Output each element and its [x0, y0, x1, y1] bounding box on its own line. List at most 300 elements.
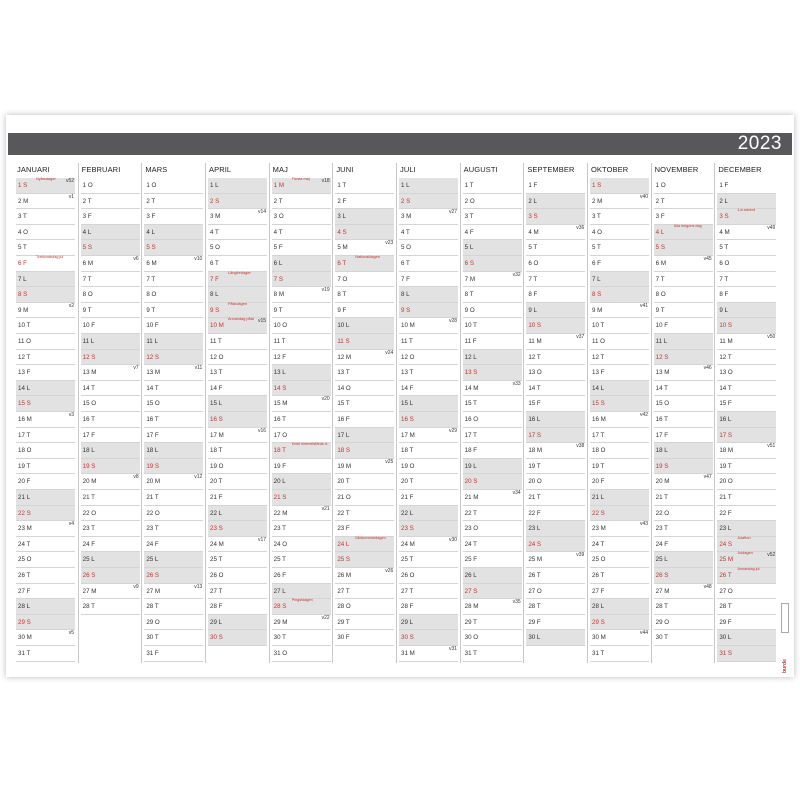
day-cell[interactable] [654, 615, 713, 631]
day-cell[interactable] [590, 225, 649, 241]
day-cell[interactable] [335, 552, 394, 568]
day-cell[interactable] [81, 334, 140, 350]
day-cell[interactable] [144, 365, 203, 381]
day-cell[interactable] [335, 240, 394, 256]
day-cell[interactable] [144, 584, 203, 600]
day-cell[interactable] [272, 256, 331, 272]
day-cell[interactable] [717, 303, 776, 319]
day-cell[interactable] [399, 428, 458, 444]
day-cell[interactable] [81, 194, 140, 210]
day-cell[interactable] [208, 272, 267, 288]
day-cell[interactable] [654, 537, 713, 553]
day-cell[interactable] [590, 350, 649, 366]
day-cell[interactable] [208, 240, 267, 256]
day-cell[interactable] [81, 178, 140, 194]
day-cell[interactable] [16, 615, 75, 631]
day-cell[interactable] [717, 256, 776, 272]
day-cell[interactable] [81, 412, 140, 428]
day-cell[interactable] [590, 209, 649, 225]
day-cell[interactable] [526, 272, 585, 288]
day-cell[interactable] [208, 178, 267, 194]
day-cell[interactable] [272, 225, 331, 241]
day-cell[interactable] [590, 318, 649, 334]
day-cell[interactable] [81, 350, 140, 366]
day-cell[interactable] [399, 506, 458, 522]
day-cell[interactable] [208, 209, 267, 225]
day-cell[interactable] [590, 240, 649, 256]
day-cell[interactable] [272, 630, 331, 646]
day-cell[interactable] [272, 303, 331, 319]
day-cell[interactable] [16, 256, 75, 272]
day-cell[interactable] [81, 599, 140, 615]
day-cell[interactable] [208, 350, 267, 366]
day-cell[interactable] [463, 194, 522, 210]
day-cell[interactable] [208, 334, 267, 350]
day-cell[interactable] [399, 552, 458, 568]
day-cell[interactable] [717, 334, 776, 350]
day-cell[interactable] [526, 537, 585, 553]
day-cell[interactable] [717, 521, 776, 537]
day-cell[interactable] [463, 412, 522, 428]
day-cell[interactable] [16, 474, 75, 490]
day-cell[interactable] [463, 287, 522, 303]
day-cell[interactable] [16, 506, 75, 522]
day-cell[interactable] [717, 459, 776, 475]
day-cell[interactable] [272, 646, 331, 662]
day-cell[interactable] [590, 599, 649, 615]
day-cell[interactable] [463, 615, 522, 631]
day-cell[interactable] [16, 350, 75, 366]
day-cell[interactable] [526, 443, 585, 459]
day-cell[interactable] [81, 209, 140, 225]
day-cell[interactable] [335, 350, 394, 366]
day-cell[interactable] [590, 287, 649, 303]
day-cell[interactable] [526, 287, 585, 303]
day-cell[interactable] [144, 646, 203, 662]
day-cell[interactable] [81, 459, 140, 475]
day-cell[interactable] [399, 537, 458, 553]
day-cell[interactable] [463, 537, 522, 553]
day-cell[interactable] [335, 459, 394, 475]
day-cell[interactable] [272, 412, 331, 428]
day-cell[interactable] [81, 272, 140, 288]
day-cell[interactable] [463, 459, 522, 475]
day-cell[interactable] [144, 459, 203, 475]
day-cell[interactable] [208, 568, 267, 584]
day-cell[interactable] [144, 334, 203, 350]
day-cell[interactable] [272, 287, 331, 303]
day-cell[interactable] [335, 506, 394, 522]
day-cell[interactable] [144, 412, 203, 428]
day-cell[interactable] [463, 490, 522, 506]
day-cell[interactable] [272, 474, 331, 490]
day-cell[interactable] [717, 178, 776, 194]
day-cell[interactable] [16, 646, 75, 662]
day-cell[interactable] [717, 240, 776, 256]
day-cell[interactable] [81, 225, 140, 241]
day-cell[interactable] [526, 194, 585, 210]
day-cell[interactable] [272, 272, 331, 288]
day-cell[interactable] [717, 381, 776, 397]
day-cell[interactable] [399, 318, 458, 334]
day-cell[interactable] [526, 225, 585, 241]
day-cell[interactable] [526, 615, 585, 631]
day-cell[interactable] [717, 443, 776, 459]
day-cell[interactable] [272, 240, 331, 256]
day-cell[interactable] [654, 240, 713, 256]
day-cell[interactable] [399, 412, 458, 428]
day-cell[interactable] [463, 365, 522, 381]
day-cell[interactable] [399, 396, 458, 412]
day-cell[interactable] [144, 303, 203, 319]
day-cell[interactable] [654, 318, 713, 334]
day-cell[interactable] [526, 552, 585, 568]
day-cell[interactable] [335, 365, 394, 381]
day-cell[interactable] [208, 443, 267, 459]
day-cell[interactable] [463, 474, 522, 490]
day-cell[interactable] [717, 272, 776, 288]
day-cell[interactable] [654, 287, 713, 303]
day-cell[interactable] [717, 350, 776, 366]
day-cell[interactable] [399, 490, 458, 506]
day-cell[interactable] [144, 474, 203, 490]
day-cell[interactable] [144, 225, 203, 241]
day-cell[interactable] [590, 178, 649, 194]
day-cell[interactable] [590, 630, 649, 646]
day-cell[interactable] [717, 584, 776, 600]
day-cell[interactable] [590, 272, 649, 288]
day-cell[interactable] [717, 318, 776, 334]
day-cell[interactable] [463, 646, 522, 662]
day-cell[interactable] [526, 506, 585, 522]
day-cell[interactable] [654, 256, 713, 272]
day-cell[interactable] [463, 568, 522, 584]
day-cell[interactable] [463, 178, 522, 194]
day-cell[interactable] [208, 412, 267, 428]
day-cell[interactable] [208, 506, 267, 522]
day-cell[interactable] [399, 272, 458, 288]
day-cell[interactable] [208, 287, 267, 303]
day-cell[interactable] [526, 521, 585, 537]
day-cell[interactable] [16, 396, 75, 412]
day-cell[interactable] [16, 272, 75, 288]
day-cell[interactable] [463, 225, 522, 241]
day-cell[interactable] [526, 584, 585, 600]
day-cell[interactable] [16, 178, 75, 194]
day-cell[interactable] [144, 381, 203, 397]
day-cell[interactable] [16, 428, 75, 444]
day-cell[interactable] [335, 412, 394, 428]
day-cell[interactable] [272, 459, 331, 475]
day-cell[interactable] [526, 350, 585, 366]
day-cell[interactable] [463, 209, 522, 225]
day-cell[interactable] [463, 584, 522, 600]
day-cell[interactable] [16, 287, 75, 303]
day-cell[interactable] [16, 568, 75, 584]
day-cell[interactable] [590, 194, 649, 210]
day-cell[interactable] [399, 584, 458, 600]
day-cell[interactable] [590, 506, 649, 522]
day-cell[interactable] [654, 568, 713, 584]
day-cell[interactable] [335, 318, 394, 334]
day-cell[interactable] [590, 256, 649, 272]
day-cell[interactable] [144, 256, 203, 272]
day-cell[interactable] [208, 615, 267, 631]
day-cell[interactable] [463, 428, 522, 444]
day-cell[interactable] [272, 396, 331, 412]
day-cell[interactable] [526, 412, 585, 428]
day-cell[interactable] [399, 443, 458, 459]
day-cell[interactable] [81, 396, 140, 412]
day-cell[interactable] [654, 552, 713, 568]
day-cell[interactable] [335, 178, 394, 194]
day-cell[interactable] [335, 521, 394, 537]
day-cell[interactable] [399, 209, 458, 225]
day-cell[interactable] [399, 256, 458, 272]
day-cell[interactable] [81, 365, 140, 381]
day-cell[interactable] [526, 209, 585, 225]
day-cell[interactable] [399, 365, 458, 381]
day-cell[interactable] [335, 443, 394, 459]
day-cell[interactable] [526, 365, 585, 381]
day-cell[interactable] [208, 630, 267, 646]
day-cell[interactable] [399, 459, 458, 475]
day-cell[interactable] [717, 552, 776, 568]
day-cell[interactable] [272, 521, 331, 537]
day-cell[interactable] [526, 568, 585, 584]
day-cell[interactable] [654, 272, 713, 288]
day-cell[interactable] [16, 303, 75, 319]
day-cell[interactable] [399, 194, 458, 210]
day-cell[interactable] [654, 412, 713, 428]
day-cell[interactable] [526, 303, 585, 319]
day-cell[interactable] [272, 568, 331, 584]
day-cell[interactable] [590, 584, 649, 600]
day-cell[interactable] [399, 521, 458, 537]
day-cell[interactable] [654, 506, 713, 522]
day-cell[interactable] [208, 318, 267, 334]
day-cell[interactable] [272, 552, 331, 568]
day-cell[interactable] [144, 428, 203, 444]
day-cell[interactable] [272, 334, 331, 350]
day-cell[interactable] [654, 209, 713, 225]
day-cell[interactable] [16, 443, 75, 459]
day-cell[interactable] [463, 350, 522, 366]
day-cell[interactable] [463, 552, 522, 568]
day-cell[interactable] [16, 521, 75, 537]
day-cell[interactable] [208, 521, 267, 537]
day-cell[interactable] [81, 443, 140, 459]
day-cell[interactable] [526, 334, 585, 350]
day-cell[interactable] [463, 303, 522, 319]
day-cell[interactable] [526, 256, 585, 272]
day-cell[interactable] [654, 225, 713, 241]
day-cell[interactable] [81, 428, 140, 444]
day-cell[interactable] [717, 630, 776, 646]
day-cell[interactable] [335, 537, 394, 553]
day-cell[interactable] [16, 194, 75, 210]
day-cell[interactable] [654, 459, 713, 475]
day-cell[interactable] [399, 178, 458, 194]
day-cell[interactable] [144, 209, 203, 225]
day-cell[interactable] [81, 240, 140, 256]
day-cell[interactable] [463, 272, 522, 288]
day-cell[interactable] [81, 568, 140, 584]
day-cell[interactable] [717, 506, 776, 522]
day-cell[interactable] [272, 381, 331, 397]
day-cell[interactable] [717, 474, 776, 490]
day-cell[interactable] [335, 615, 394, 631]
day-cell[interactable] [208, 225, 267, 241]
day-cell[interactable] [717, 412, 776, 428]
day-cell[interactable] [654, 474, 713, 490]
day-cell[interactable] [463, 334, 522, 350]
day-cell[interactable] [399, 646, 458, 662]
day-cell[interactable] [144, 240, 203, 256]
day-cell[interactable] [590, 443, 649, 459]
day-cell[interactable] [335, 287, 394, 303]
day-cell[interactable] [335, 209, 394, 225]
day-cell[interactable] [335, 568, 394, 584]
day-cell[interactable] [526, 459, 585, 475]
day-cell[interactable] [590, 303, 649, 319]
day-cell[interactable] [654, 350, 713, 366]
day-cell[interactable] [717, 615, 776, 631]
day-cell[interactable] [463, 318, 522, 334]
day-cell[interactable] [208, 396, 267, 412]
day-cell[interactable] [526, 240, 585, 256]
day-cell[interactable] [144, 615, 203, 631]
day-cell[interactable] [335, 334, 394, 350]
day-cell[interactable] [272, 443, 331, 459]
day-cell[interactable] [399, 630, 458, 646]
day-cell[interactable] [335, 474, 394, 490]
day-cell[interactable] [272, 365, 331, 381]
day-cell[interactable] [272, 178, 331, 194]
day-cell[interactable] [717, 287, 776, 303]
day-cell[interactable] [590, 646, 649, 662]
day-cell[interactable] [272, 599, 331, 615]
day-cell[interactable] [526, 474, 585, 490]
day-cell[interactable] [654, 178, 713, 194]
day-cell[interactable] [654, 194, 713, 210]
day-cell[interactable] [208, 584, 267, 600]
day-cell[interactable] [272, 194, 331, 210]
day-cell[interactable] [81, 256, 140, 272]
day-cell[interactable] [208, 365, 267, 381]
day-cell[interactable] [399, 615, 458, 631]
day-cell[interactable] [399, 240, 458, 256]
day-cell[interactable] [208, 474, 267, 490]
day-cell[interactable] [335, 272, 394, 288]
day-cell[interactable] [144, 194, 203, 210]
day-cell[interactable] [654, 490, 713, 506]
day-cell[interactable] [654, 521, 713, 537]
day-cell[interactable] [16, 412, 75, 428]
day-cell[interactable] [81, 506, 140, 522]
day-cell[interactable] [463, 443, 522, 459]
day-cell[interactable] [399, 381, 458, 397]
day-cell[interactable] [81, 552, 140, 568]
day-cell[interactable] [654, 428, 713, 444]
day-cell[interactable] [335, 381, 394, 397]
day-cell[interactable] [590, 552, 649, 568]
day-cell[interactable] [144, 350, 203, 366]
day-cell[interactable] [16, 240, 75, 256]
day-cell[interactable] [144, 537, 203, 553]
day-cell[interactable] [208, 537, 267, 553]
day-cell[interactable] [590, 365, 649, 381]
day-cell[interactable] [463, 506, 522, 522]
day-cell[interactable] [526, 396, 585, 412]
day-cell[interactable] [144, 521, 203, 537]
day-cell[interactable] [335, 428, 394, 444]
day-cell[interactable] [399, 334, 458, 350]
day-cell[interactable] [144, 272, 203, 288]
day-cell[interactable] [526, 630, 585, 646]
day-cell[interactable] [81, 490, 140, 506]
day-cell[interactable] [717, 568, 776, 584]
day-cell[interactable] [144, 630, 203, 646]
day-cell[interactable] [399, 474, 458, 490]
day-cell[interactable] [335, 630, 394, 646]
day-cell[interactable] [654, 443, 713, 459]
day-cell[interactable] [717, 209, 776, 225]
day-cell[interactable] [335, 256, 394, 272]
day-cell[interactable] [590, 521, 649, 537]
day-cell[interactable] [654, 381, 713, 397]
day-cell[interactable] [526, 381, 585, 397]
day-cell[interactable] [463, 630, 522, 646]
day-cell[interactable] [463, 381, 522, 397]
day-cell[interactable] [144, 178, 203, 194]
day-cell[interactable] [463, 240, 522, 256]
day-cell[interactable] [144, 287, 203, 303]
day-cell[interactable] [717, 396, 776, 412]
day-cell[interactable] [144, 396, 203, 412]
day-cell[interactable] [208, 194, 267, 210]
day-cell[interactable] [144, 568, 203, 584]
day-cell[interactable] [526, 318, 585, 334]
day-cell[interactable] [335, 303, 394, 319]
day-cell[interactable] [208, 256, 267, 272]
day-cell[interactable] [399, 599, 458, 615]
day-cell[interactable] [208, 428, 267, 444]
day-cell[interactable] [335, 396, 394, 412]
day-cell[interactable] [590, 474, 649, 490]
day-cell[interactable] [399, 568, 458, 584]
day-cell[interactable] [81, 318, 140, 334]
day-cell[interactable] [272, 209, 331, 225]
day-cell[interactable] [272, 490, 331, 506]
day-cell[interactable] [81, 303, 140, 319]
day-cell[interactable] [16, 537, 75, 553]
day-cell[interactable] [654, 303, 713, 319]
day-cell[interactable] [399, 287, 458, 303]
day-cell[interactable] [463, 521, 522, 537]
day-cell[interactable] [717, 225, 776, 241]
day-cell[interactable] [16, 334, 75, 350]
day-cell[interactable] [16, 552, 75, 568]
day-cell[interactable] [463, 396, 522, 412]
day-cell[interactable] [272, 615, 331, 631]
day-cell[interactable] [144, 599, 203, 615]
day-cell[interactable] [16, 459, 75, 475]
day-cell[interactable] [717, 428, 776, 444]
day-cell[interactable] [144, 443, 203, 459]
day-cell[interactable] [81, 584, 140, 600]
day-cell[interactable] [526, 428, 585, 444]
